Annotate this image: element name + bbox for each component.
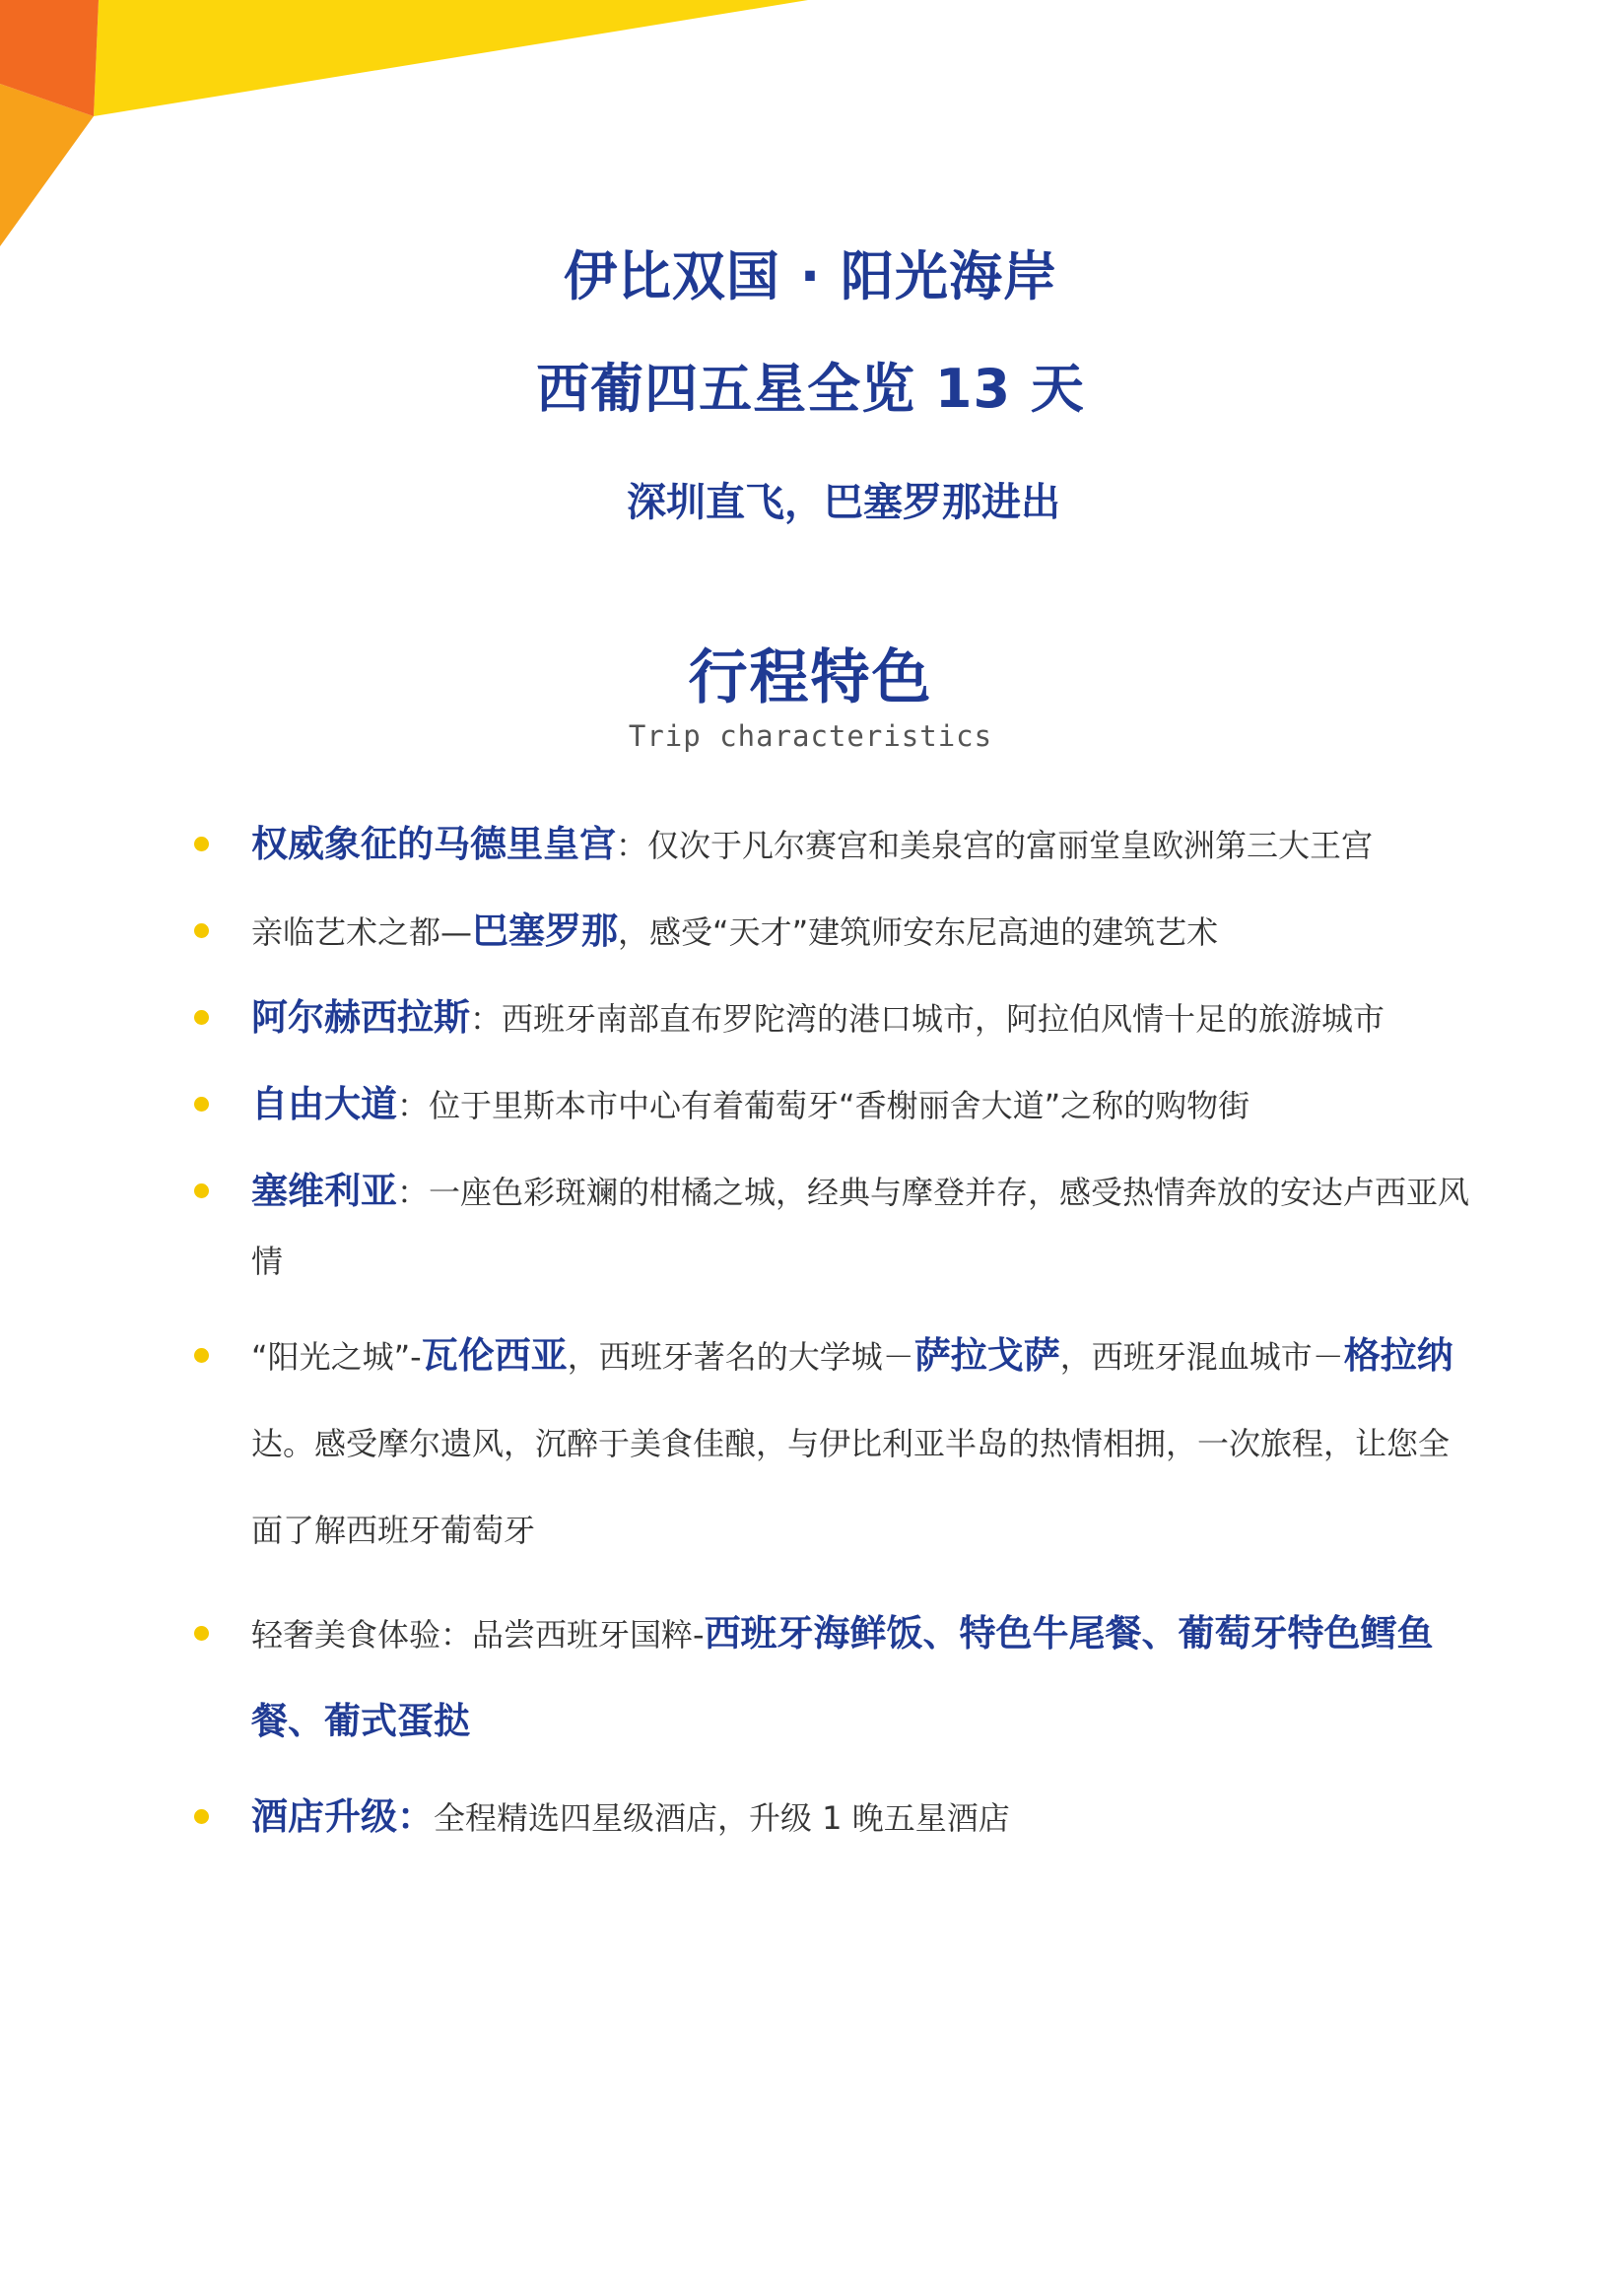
bullet-dot-icon [194, 1809, 209, 1824]
feature-text: ，西班牙著名的大学城－ [567, 1338, 914, 1376]
feature-item [192, 1590, 1473, 1766]
feature-text: “阳光之城”- [251, 1338, 422, 1376]
bullet-dot-icon [194, 837, 209, 851]
feature-item [192, 1313, 1473, 1574]
feature-item [192, 810, 1473, 880]
section-title: 行程特色 [688, 643, 933, 712]
feature-item [192, 1157, 1473, 1296]
bullet-dot-icon [194, 1348, 209, 1363]
feature-text: ，西班牙混血城市－ [1059, 1338, 1344, 1376]
bullet-dot-icon [194, 1183, 209, 1198]
feature-highlight-text: 西班牙海鲜饭、特色牛尾餐、葡萄牙特色鳕鱼餐、葡式蛋挞 [251, 1612, 1434, 1742]
feature-text: ：位于里斯本市中心有着葡萄牙“香榭丽舍大道”之称的购物街 [397, 1087, 1250, 1124]
feature-text: ：一座色彩斑斓的柑橘之城，经典与摩登并存，感受热情奔放的安达卢西亚风情 [251, 1174, 1470, 1280]
feature-list [192, 810, 1473, 1869]
feature-highlight-text: 格拉纳 [1343, 1334, 1453, 1377]
feature-highlight-text: 权威象征的马德里皇宫 [251, 823, 616, 865]
bullet-dot-icon [194, 923, 209, 938]
feature-highlight-text: 自由大道 [251, 1083, 397, 1125]
bullet-dot-icon [194, 1010, 209, 1025]
feature-highlight-text: 巴塞罗那 [472, 910, 619, 952]
corner-decoration [0, 0, 808, 256]
bullet-dot-icon [194, 1097, 209, 1112]
feature-highlight-text: 塞维利亚 [251, 1170, 397, 1212]
feature-item [192, 897, 1473, 967]
feature-item [192, 1070, 1473, 1140]
feature-text: ：西班牙南部直布罗陀湾的港口城市，阿拉伯风情十足的旅游城市 [470, 1000, 1385, 1038]
feature-text: ，感受“天才”建筑师安东尼高迪的建筑艺术 [618, 913, 1219, 951]
feature-text: 全程精选四星级酒店，升级 1 晚五星酒店 [434, 1799, 1010, 1837]
feature-highlight-text: 阿尔赫西拉斯 [251, 996, 470, 1039]
feature-highlight-text: 萨拉戈萨 [913, 1334, 1060, 1377]
feature-highlight-text: 酒店升级： [251, 1795, 434, 1838]
section-subtitle: Trip characteristics [628, 719, 993, 753]
feature-text: 轻奢美食体验：品尝西班牙国粹- [251, 1616, 705, 1654]
feature-item [192, 983, 1473, 1053]
document-title-line1: 伊比双国 · 阳光海岸 [563, 245, 1058, 307]
feature-text: ：仅次于凡尔赛宫和美泉宫的富丽堂皇欧洲第三大王宫 [616, 827, 1374, 864]
document-subtitle: 深圳直飞，巴塞罗那进出 [627, 480, 1060, 525]
bullet-dot-icon [194, 1626, 209, 1641]
deco-yellow-shape [94, 0, 808, 116]
feature-text: 亲临艺术之都— [251, 913, 473, 951]
document-title-line2: 西葡四五星全览 13 天 [536, 358, 1085, 420]
feature-highlight-text: 瓦伦西亚 [421, 1334, 568, 1377]
feature-item [192, 1783, 1473, 1853]
feature-text: 达。感受摩尔遗风，沉醉于美食佳酿，与伊比利亚半岛的热情相拥，一次旅程，让您全面了解西班牙葡萄牙 [251, 1425, 1451, 1549]
